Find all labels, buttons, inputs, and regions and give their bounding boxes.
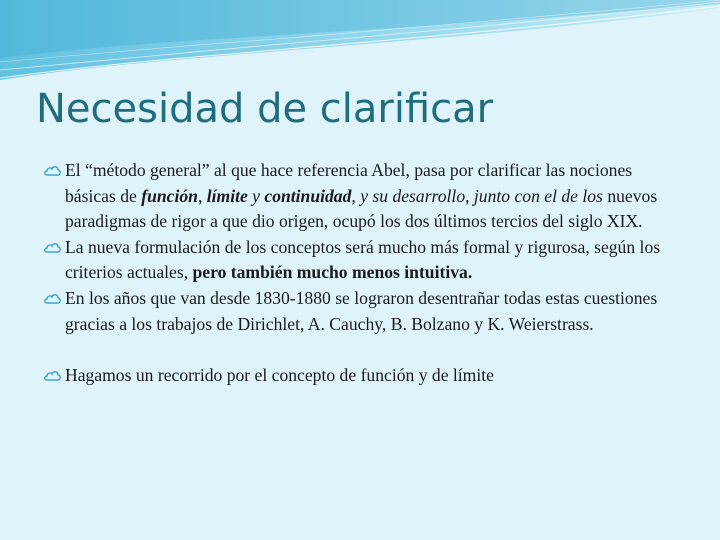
bullet-item [44,286,684,337]
header-wave-decoration [0,0,720,100]
bullet-text: Hagamos un recorrido por el concepto de función y de límite [65,365,494,386]
bullet-item [44,235,684,286]
cloud-bullet-icon [44,368,62,384]
term-funcion: función [141,185,198,206]
cloud-bullet-icon [44,291,62,307]
bullet-item [44,363,684,389]
bullet-text: El “método general” al que hace referencia Abel, pasa por clarificar las nociones básicas de [65,160,633,206]
bullet-text: y [247,185,265,206]
slide-title: Necesidad de clarificar [36,86,494,132]
bullet-text-italic: , y su desarrollo, junto con el de los [351,185,603,206]
bullet-text: La nueva formulación de los conceptos será mucho más formal y rigurosa, según los criterios actuales, [65,236,661,283]
bullet-text: En los años que van desde 1830-1880 se lograron desentrañar todas estas cuestiones gracias a los trabajos de Dirichlet, A. Cauchy, B. Bolzano y K. Weierstrass. [65,287,658,334]
spacer [44,337,684,363]
bullet-text: nuevos paradigmas de rigor a que dio origen, ocupó los dos últimos tercios del siglo XIX. [65,185,658,232]
bullet-text: , [197,185,207,206]
cloud-bullet-icon [44,240,62,256]
term-limite: límite [206,185,248,206]
slide-body [44,158,684,389]
term-continuidad: continuidad [264,185,352,206]
cloud-bullet-icon [44,163,62,179]
bullet-text-bold: pero también mucho menos intuitiva. [192,262,473,283]
bullet-item [44,158,684,235]
